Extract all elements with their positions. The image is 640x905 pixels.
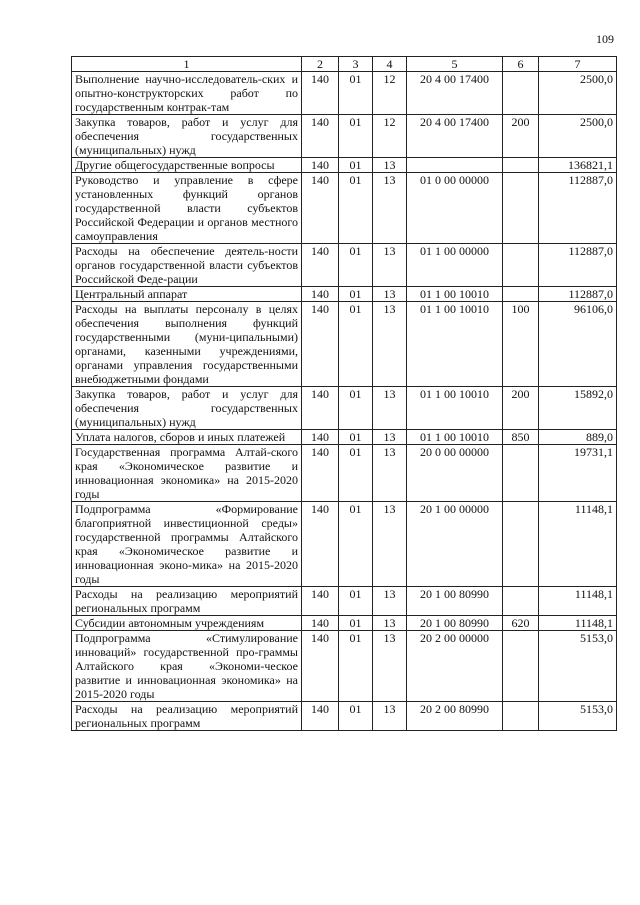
subsection-code: 13	[373, 287, 407, 302]
item-description: Руководство и управление в сфере установленных функций органов государственной власти субъектов Российской Федерации и органов местного самоуправления	[72, 173, 302, 244]
expense-type-code: 200	[503, 115, 539, 158]
subsection-code: 13	[373, 430, 407, 445]
ministry-code: 140	[302, 158, 339, 173]
table-row	[72, 244, 617, 287]
amount: 889,0	[539, 430, 617, 445]
table-row	[72, 587, 617, 616]
target-article-code: 20 1 00 80990	[407, 616, 503, 631]
item-description: Закупка товаров, работ и услуг для обеспечения государственных (муниципальных) нужд	[72, 115, 302, 158]
table-row	[72, 445, 617, 502]
ministry-code: 140	[302, 430, 339, 445]
amount: 5153,0	[539, 631, 617, 702]
amount: 2500,0	[539, 72, 617, 115]
target-article-code: 20 2 00 00000	[407, 631, 503, 702]
item-description: Уплата налогов, сборов и иных платежей	[72, 430, 302, 445]
ministry-code: 140	[302, 387, 339, 430]
target-article-code: 20 0 00 00000	[407, 445, 503, 502]
target-article-code	[407, 158, 503, 173]
table-row	[72, 430, 617, 445]
column-header: 2	[302, 57, 339, 72]
expense-type-code	[503, 244, 539, 287]
amount: 112887,0	[539, 244, 617, 287]
subsection-code: 13	[373, 158, 407, 173]
ministry-code: 140	[302, 173, 339, 244]
target-article-code: 20 4 00 17400	[407, 72, 503, 115]
section-code: 01	[339, 445, 373, 502]
item-description: Закупка товаров, работ и услуг для обеспечения государственных (муниципальных) нужд	[72, 387, 302, 430]
table-row	[72, 616, 617, 631]
expense-type-code: 200	[503, 387, 539, 430]
ministry-code: 140	[302, 502, 339, 587]
item-description: Расходы на обеспечение деятель-ности органов государственной власти субъектов Российской Феде-рации	[72, 244, 302, 287]
table-row	[72, 631, 617, 702]
expense-type-code	[503, 445, 539, 502]
table-row	[72, 72, 617, 115]
target-article-code: 20 1 00 00000	[407, 502, 503, 587]
item-description: Подпрограмма «Стимулирование инноваций» государственной про-граммы Алтайского края «Экономи-ческое развитие и инновационная экономика» на 2015-2020 годы	[72, 631, 302, 702]
table-row	[72, 502, 617, 587]
amount: 11148,1	[539, 502, 617, 587]
subsection-code: 13	[373, 244, 407, 287]
section-code: 01	[339, 287, 373, 302]
ministry-code: 140	[302, 702, 339, 731]
section-code: 01	[339, 302, 373, 387]
table-row	[72, 702, 617, 731]
item-description: Центральный аппарат	[72, 287, 302, 302]
expense-type-code	[503, 72, 539, 115]
section-code: 01	[339, 616, 373, 631]
amount: 15892,0	[539, 387, 617, 430]
item-description: Выполнение научно-исследователь-ских и опытно-конструкторских работ по государственным контрак-там	[72, 72, 302, 115]
item-description: Субсидии автономным учреждениям	[72, 616, 302, 631]
expense-type-code	[503, 587, 539, 616]
subsection-code: 13	[373, 387, 407, 430]
section-code: 01	[339, 502, 373, 587]
subsection-code: 12	[373, 115, 407, 158]
item-description: Расходы на реализацию мероприятий региональных программ	[72, 702, 302, 731]
ministry-code: 140	[302, 631, 339, 702]
subsection-code: 13	[373, 173, 407, 244]
amount: 11148,1	[539, 587, 617, 616]
target-article-code: 01 1 00 10010	[407, 302, 503, 387]
column-header: 6	[503, 57, 539, 72]
expense-type-code	[503, 631, 539, 702]
section-code: 01	[339, 702, 373, 731]
table-row	[72, 173, 617, 244]
expense-type-code	[503, 702, 539, 731]
subsection-code: 13	[373, 302, 407, 387]
table-row	[72, 158, 617, 173]
section-code: 01	[339, 631, 373, 702]
target-article-code: 01 1 00 10010	[407, 387, 503, 430]
ministry-code: 140	[302, 72, 339, 115]
column-header: 5	[407, 57, 503, 72]
table-row	[72, 302, 617, 387]
ministry-code: 140	[302, 587, 339, 616]
ministry-code: 140	[302, 287, 339, 302]
subsection-code: 13	[373, 502, 407, 587]
section-code: 01	[339, 72, 373, 115]
amount: 11148,1	[539, 616, 617, 631]
column-header: 7	[539, 57, 617, 72]
subsection-code: 13	[373, 616, 407, 631]
target-article-code: 01 1 00 10010	[407, 287, 503, 302]
item-description: Государственная программа Алтай-ского края «Экономическое развитие и инновационная экономика» на 2015-2020 годы	[72, 445, 302, 502]
target-article-code: 20 1 00 80990	[407, 587, 503, 616]
amount: 136821,1	[539, 158, 617, 173]
section-code: 01	[339, 173, 373, 244]
ministry-code: 140	[302, 115, 339, 158]
column-header: 1	[72, 57, 302, 72]
column-header: 3	[339, 57, 373, 72]
ministry-code: 140	[302, 445, 339, 502]
table-row	[72, 115, 617, 158]
target-article-code: 01 1 00 10010	[407, 430, 503, 445]
item-description: Подпрограмма «Формирование благоприятной инвестиционной среды» государственной программы Алтайского края «Экономическое развитие и инновационная эконо-мика» на 2015-2020 годы	[72, 502, 302, 587]
table-row	[72, 387, 617, 430]
section-code: 01	[339, 244, 373, 287]
section-code: 01	[339, 587, 373, 616]
expense-type-code	[503, 173, 539, 244]
expense-type-code: 850	[503, 430, 539, 445]
amount: 19731,1	[539, 445, 617, 502]
target-article-code: 20 4 00 17400	[407, 115, 503, 158]
table-header-row	[72, 57, 617, 72]
section-code: 01	[339, 115, 373, 158]
expense-type-code	[503, 502, 539, 587]
amount: 5153,0	[539, 702, 617, 731]
target-article-code: 20 2 00 80990	[407, 702, 503, 731]
expense-type-code	[503, 158, 539, 173]
expense-type-code	[503, 287, 539, 302]
subsection-code: 13	[373, 631, 407, 702]
column-header: 4	[373, 57, 407, 72]
table-row	[72, 287, 617, 302]
subsection-code: 13	[373, 702, 407, 731]
target-article-code: 01 1 00 00000	[407, 244, 503, 287]
section-code: 01	[339, 387, 373, 430]
subsection-code: 13	[373, 587, 407, 616]
item-description: Другие общегосударственные вопросы	[72, 158, 302, 173]
amount: 112887,0	[539, 173, 617, 244]
page-number: 109	[596, 32, 614, 46]
subsection-code: 13	[373, 445, 407, 502]
ministry-code: 140	[302, 302, 339, 387]
section-code: 01	[339, 430, 373, 445]
expense-type-code: 620	[503, 616, 539, 631]
subsection-code: 12	[373, 72, 407, 115]
amount: 96106,0	[539, 302, 617, 387]
ministry-code: 140	[302, 244, 339, 287]
ministry-code: 140	[302, 616, 339, 631]
target-article-code: 01 0 00 00000	[407, 173, 503, 244]
item-description: Расходы на реализацию мероприятий региональных программ	[72, 587, 302, 616]
budget-table	[71, 56, 617, 731]
amount: 112887,0	[539, 287, 617, 302]
amount: 2500,0	[539, 115, 617, 158]
item-description: Расходы на выплаты персоналу в целях обеспечения выполнения функций государственными (муни-ципальными) органами, казенными учреждениями, органами управления государственными внебюджетными фондами	[72, 302, 302, 387]
section-code: 01	[339, 158, 373, 173]
expense-type-code: 100	[503, 302, 539, 387]
